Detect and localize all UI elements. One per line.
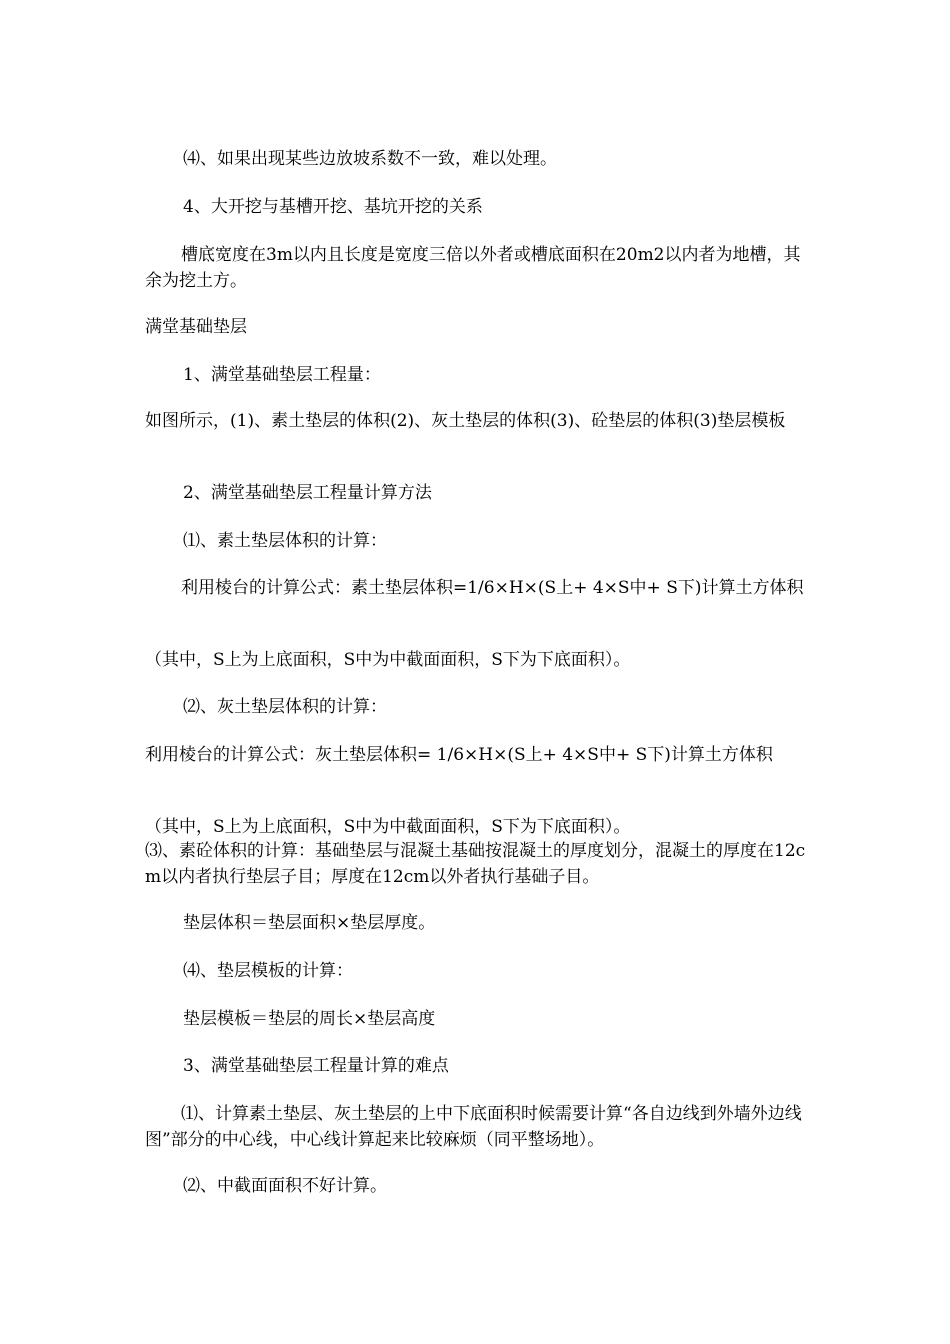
paragraph-9: 利用棱台的计算公式：素土垫层体积=1/6×H×(S上+ 4×S中+ S下)计算土方体积 [181, 578, 804, 598]
paragraph-19: ⑴、计算素土垫层、灰土垫层的上中下底面积时候需要计算“各自边线到外墙外边线图”部分的中心线，中心线计算起来比较麻烦（同平整场地）。 [145, 1104, 802, 1150]
paragraph-4: 满堂基础垫层 [145, 317, 247, 337]
paragraph-13: （其中，S上为上底面积，S中为中截面面积，S下为下底面积）。 [145, 817, 631, 837]
paragraph-20: ⑵、中截面面积不好计算。 [183, 1176, 387, 1196]
paragraph-2: 4、大开挖与基槽开挖、基坑开挖的关系 [183, 197, 483, 217]
paragraph-7: 2、满堂基础垫层工程量计算方法 [183, 483, 432, 503]
paragraph-18: 3、满堂基础垫层工程量计算的难点 [183, 1056, 449, 1076]
paragraph-3: 槽底宽度在3m以内且长度是宽度三倍以外者或槽底面积在20m2以内者为地槽，其余为挖土方。 [145, 245, 801, 291]
paragraph-1: ⑷、如果出现某些边放坡系数不一致，难以处理。 [183, 149, 557, 169]
paragraph-12: 利用棱台的计算公式：灰土垫层体积= 1/6×H×(S上+ 4×S中+ S下)计算土方体积 [145, 745, 773, 765]
paragraph-11: ⑵、灰土垫层体积的计算： [183, 697, 387, 717]
paragraph-6: 如图所示，(1)、素土垫层的体积(2)、灰土垫层的体积(3)、砼垫层的体积(3)垫层模板 [145, 411, 786, 431]
paragraph-17: 垫层模板＝垫层的周长×垫层高度 [183, 1009, 436, 1029]
paragraph-15: 垫层体积＝垫层面积×垫层厚度。 [183, 913, 436, 933]
paragraph-14: ⑶、素砼体积的计算：基础垫层与混凝土基础按混凝土的厚度划分，混凝土的厚度在12cm以内者执行垫层子目；厚度在12cm以外者执行基础子目。 [145, 841, 806, 887]
paragraph-10: （其中，S上为上底面积，S中为中截面面积，S下为下底面积）。 [145, 650, 631, 670]
paragraph-8: ⑴、素土垫层体积的计算： [183, 531, 387, 551]
paragraph-16: ⑷、垫层模板的计算： [183, 961, 353, 981]
paragraph-5: 1、满堂基础垫层工程量： [183, 365, 381, 385]
